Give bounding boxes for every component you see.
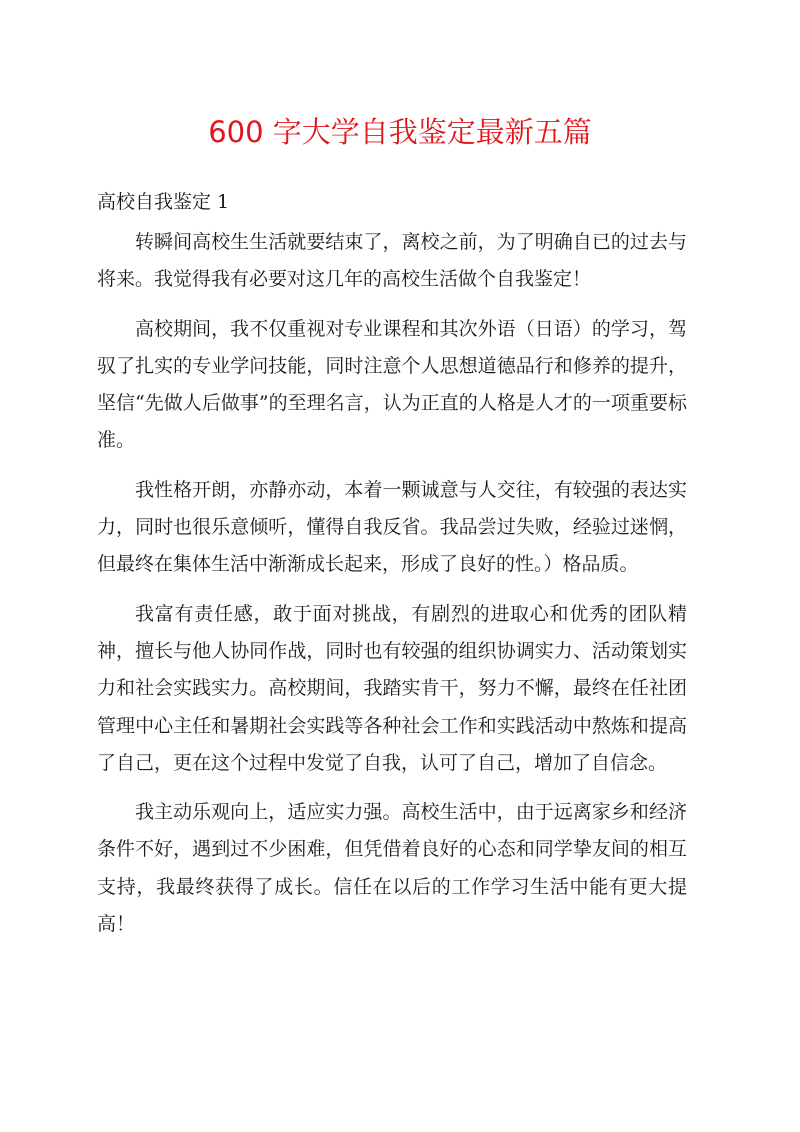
document-body (97, 224, 687, 943)
paragraph: 我性格开朗，亦静亦动，本着一颗诚意与人交往，有较强的表达实力，同时也很乐意倾听，懂得自我反省。我品尝过失败，经验过迷惘，但最终在集体生活中渐渐成长起来，形成了良好的性。）格品质。 (97, 478, 687, 576)
section-heading: 高校自我鉴定 1 (97, 191, 230, 213)
paragraph: 转瞬间高校生生活就要结束了，离校之前，为了明确自已的过去与将来。我觉得我有必要对这几年的高校生活做个自我鉴定！ (97, 231, 687, 291)
paragraph: 我主动乐观向上，适应实力强。高校生活中，由于远离家乡和经济条件不好，遇到过不少困难，但凭借着良好的心态和同学挚友间的相互支持，我最终获得了成长。信任在以后的工作学习生活中能有更大提高！ (97, 801, 687, 936)
paragraph: 高校期间，我不仅重视对专业课程和其次外语（日语）的学习，驾驭了扎实的专业学问技能，同时注意个人思想道德品行和修养的提升，坚信“先做人后做事”的至理名言，认为正直的人格是人才的一项重要标准。 (97, 317, 687, 452)
document-title: 600 字大学自我鉴定最新五篇 (208, 115, 592, 149)
paragraph: 我富有责任感，敢于面对挑战，有剧烈的进取心和优秀的团队精神，擅长与他人协同作战，同时也有较强的组织协调实力、活动策划实力和社会实践实力。高校期间，我踏实肯干，努力不懈，最终在任社团管理中心主任和暑期社会实践等各种社会工作和实践活动中熬炼和提高了自己，更在这个过程中发觉了自我，认可了自己，增加了自信念。 (97, 602, 687, 774)
